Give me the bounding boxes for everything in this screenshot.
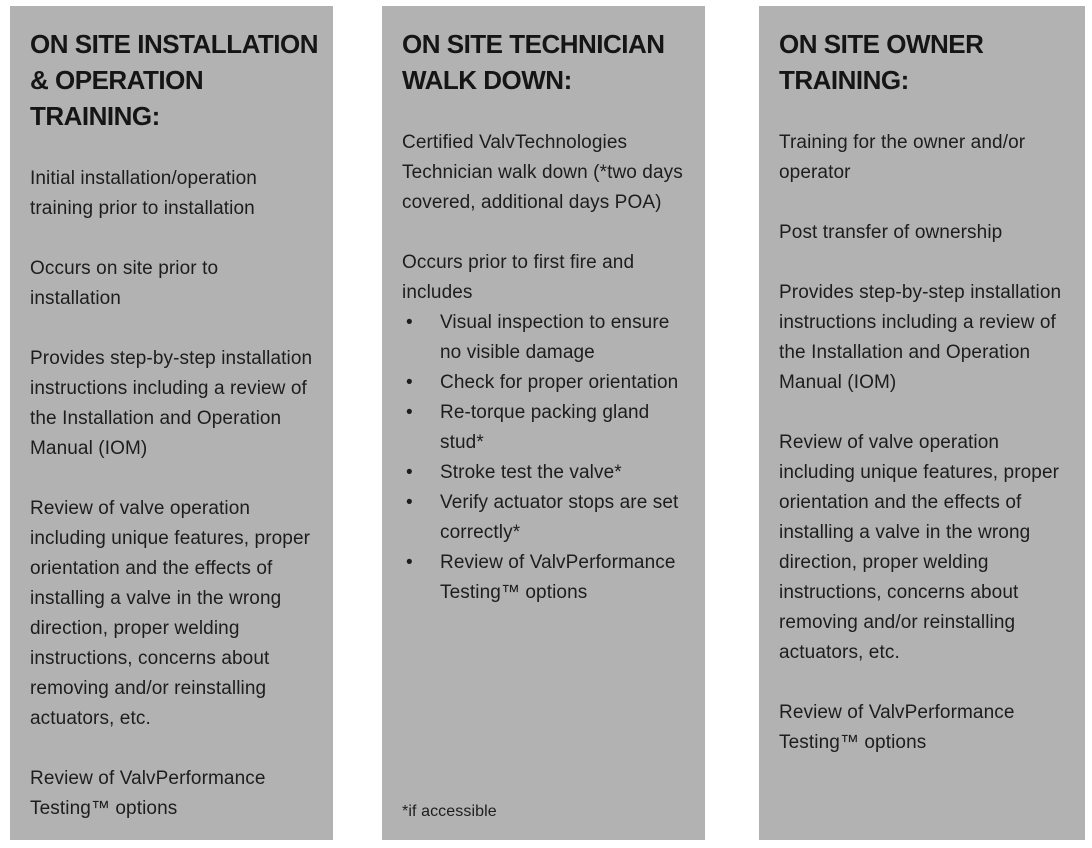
paragraph: Occurs on site prior to installation: [30, 258, 219, 309]
paragraph: Occurs prior to first fire and includes: [402, 252, 635, 303]
checklist-item: • Stroke test the valve*: [402, 458, 686, 488]
footnote-if-accessible: *if accessible: [402, 803, 497, 820]
paragraph: Provides step-by-step installation instructions including a review of the Installation and Operation Manual (IOM): [779, 282, 1062, 393]
paragraph: Review of ValvPerformance Testing™ options: [30, 768, 266, 819]
card-title-line: ON SITE TECHNICIAN: [402, 29, 665, 59]
checklist-item: • Re-torque packing gland stud*: [402, 398, 686, 458]
checklist-item: • Review of ValvPerformance Testing™ options: [402, 548, 686, 608]
paragraph: Review of valve operation including unique features, proper orientation and the effects of installing a valve in the wrong direction, proper welding instructions, concerns about removing and/or reinstalling actuators, etc.: [779, 432, 1060, 663]
card-technician-walk-down: [382, 6, 705, 840]
checklist-item: • Visual inspection to ensure no visible damage: [402, 308, 686, 368]
paragraph: Review of ValvPerformance Testing™ options: [779, 702, 1015, 753]
paragraph: Provides step-by-step installation instructions including a review of the Installation and Operation Manual (IOM): [30, 348, 313, 459]
checklist-item: • Verify actuator stops are set correctly*: [402, 488, 686, 548]
card-title-line: ON SITE OWNER: [779, 29, 984, 59]
card-title: [30, 26, 319, 134]
walkdown-checklist: [402, 308, 686, 608]
card-title: [779, 26, 1066, 98]
card-title-line: TRAINING:: [30, 101, 160, 131]
checklist-item: • Check for proper orientation: [402, 368, 686, 398]
card-title-line: ON SITE INSTALLATION: [30, 29, 319, 59]
paragraph: Initial installation/operation training prior to installation: [30, 168, 257, 219]
paragraph: Review of valve operation including unique features, proper orientation and the effects of installing a valve in the wrong direction, proper welding instructions, concerns about removing and/or reinstalling actuators, etc.: [30, 498, 311, 729]
paragraph: Certified ValvTechnologies Technician walk down (*two days covered, additional days POA): [402, 132, 683, 213]
card-title-line: TRAINING:: [779, 65, 909, 95]
paragraph: Post transfer of ownership: [779, 222, 1003, 243]
paragraph: Training for the owner and/or operator: [779, 132, 1026, 183]
card-title-line: WALK DOWN:: [402, 65, 572, 95]
card-title-line: & OPERATION: [30, 65, 204, 95]
card-title: [402, 26, 686, 98]
card-owner-training: [759, 6, 1085, 840]
card-installation-operation-training: [10, 6, 333, 840]
